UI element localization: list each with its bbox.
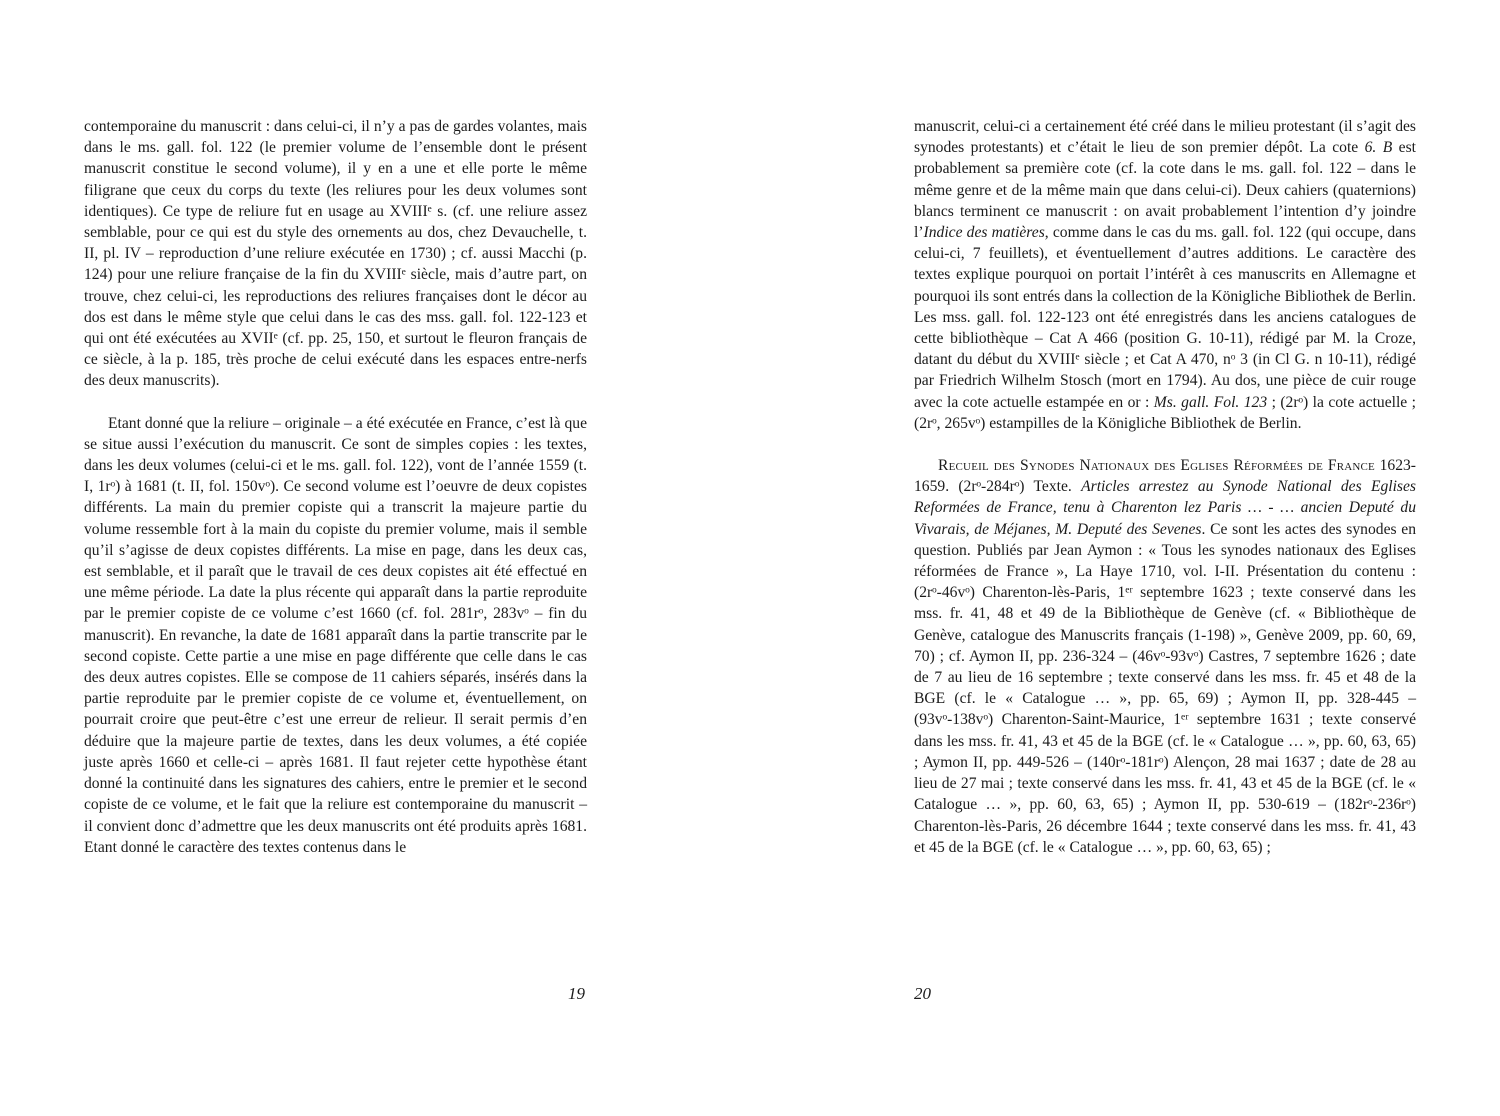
left-paragraph-1: contemporaine du manuscrit : dans celui-ci, il n’y a pas de gardes volantes, mais dans le ms. gall. fol. 122 (le premier volume de l’ensemble dont le présent manuscrit constitue le second volume), il y en a une et elle porte le même filigrane que ceux du corps du texte (les reliures pour les deux volumes sont identiques). Ce type de reliure fut en usage au XVIIIᵉ s. (cf. une reliure assez semblable, pour ce qui est du style des ornements au dos, chez Devauchelle, t. II, pl. IV – reproduction d’une reliure exécutée en 1730) ; cf. aussi Macchi (p. 124) pour une reliure française de la fin du XVIIIᵉ siècle, mais d’autre part, on trouve, chez celui-ci, les reproductions des reliures françaises dont le décor au dos est dans le même style que celui dans le cas des mss. gall. fol. 122-123 et qui ont été exécutées au XVIIᵉ (cf. pp. 25, 150, et surtout le fleuron français de ce siècle, à la p. 185, très proche de celui exécuté dans les espaces entre-nerfs des deux manuscrits).	[84, 118, 587, 390]
page-number-left: 19	[568, 984, 585, 1003]
right-p1-text-a: manuscrit, celui-ci a certainement été créé dans le milieu protestant (il s’agit des synodes protestants) et c’était le lieu de son premier dépôt. La cote	[914, 118, 1416, 157]
right-p1-text-c: est probablement sa première cote (cf. la cote dans le ms. gall. fol. 122 – dans le même genre et de la même main que dans celui-ci). Deux cahiers (quaternions) blancs terminent ce manuscrit : on avait probablement l’intention d’y joindre l’	[914, 139, 1416, 242]
right-p1-indice-title: Indice des matières	[923, 224, 1045, 242]
right-p1-shelfmark-current: Ms. gall. Fol. 123	[1153, 393, 1268, 411]
right-p2-text-c: . Ce sont les actes des synodes en question. Publiés par Jean Aymon : « Tous les synodes nationaux des Eglises réformées de France », La Haye 1710, vol. I-II. Présentation du contenu : (2rᵒ-46vᵒ) Charenton-lès-Paris, 1ᵉʳ septembre 1623 ; texte conservé dans les mss. fr. 41, 48 et 49 de la Bibliothèque de Genève (cf. « Bibliothèque de Genève, catalogue des Manuscrits français (1-198) », Genève 2009, pp. 60, 69, 70) ; cf. Aymon II, pp. 236-324 – (46vᵒ-93vᵒ) Castres, 7 septembre 1626 ; date de 7 au lieu de 16 septembre ; texte conservé dans les mss. fr. 45 et 48 de la BGE (cf. le « Catalogue … », pp. 65, 69) ; Aymon II, pp. 328-445 – (93vᵒ-138vᵒ) Charenton-Saint-Maurice, 1ᵉʳ septembre 1631 ; texte conservé dans les mss. fr. 41, 43 et 45 de la BGE (cf. le « Catalogue … », pp. 60, 63, 65) ; Aymon II, pp. 449-526 – (140rᵒ-181rᵒ) Alençon, 28 mai 1637 ; date de 28 au lieu de 27 mai ; texte conservé dans les mss. fr. 41, 43 et 45 de la BGE (cf. le « Catalogue … », pp. 60, 63, 65) ; Aymon II, pp. 530-619 – (182rᵒ-236rᵒ) Charenton-lès-Paris, 26 décembre 1644 ; texte conservé dans les mss. fr. 41, 43 et 45 de la BGE (cf. le « Catalogue … », pp. 60, 63, 65) ;	[914, 520, 1417, 856]
right-paragraph-1	[914, 116, 1416, 434]
right-page	[750, 0, 1500, 1116]
page-number-right: 20	[914, 984, 931, 1003]
right-p2-incipit-explicit: Articles arrestez au Synode National des Eglises Reformées de France, tenu à Charenton lez Paris … - … ancien Deputé du Vivarais, de Méjanes, M. Deputé des Sevenes	[914, 478, 1416, 538]
right-p1-text-g: ; (2rᵒ) la cote actuelle ; (2rᵒ, 265vᵒ) estampilles de la Königliche Bibliothek de Berlin.	[914, 393, 1416, 432]
right-p2-work-title: Recueil des Synodes Nationaux des Eglises Réformées de France	[938, 457, 1375, 475]
right-page-body	[914, 116, 1416, 858]
left-page-body	[84, 116, 587, 858]
right-paragraph-2	[914, 455, 1416, 858]
left-paragraph-2: Etant donné que la reliure – originale – a été exécutée en France, c’est là que se situe aussi l’exécution du manuscrit. Ce sont de simples copies : les textes, dans les deux volumes (celui-ci et le ms. gall. fol. 122), vont de l’année 1559 (t. I, 1rᵒ) à 1681 (t. II, fol. 150vᵒ). Ce second volume est l’oeuvre de deux copistes différents. La main du premier copiste qui a transcrit la majeure partie du volume ressemble fort à la main du copiste du premier volume, mais il semble qu’il s’agisse de deux copistes différents. La mise en page, dans les deux cas, est semblable, et il paraît que le travail de ces deux copistes ait été effectué en une même période. La date la plus récente qui apparaît dans la partie reproduite par le premier copiste de ce volume c’est 1660 (cf. fol. 281rᵒ, 283vᵒ – fin du manuscrit). En revanche, la date de 1681 apparaît dans la partie transcrite par le second copiste. Cette partie a une mise en page différente que celle dans le cas des deux autres copistes. Elle se compose de 11 cahiers séparés, insérés dans la partie reproduite par le premier copiste de ce volume et, éventuellement, on pourrait croire que peut-être c’est une erreur de relieur. Il serait permis d’en déduire que la majeure partie de textes, dans les deux volumes, a été copiée juste après 1660 et celle-ci – après 1681. Il faut rejeter cette hypothèse étant donné la continuité dans les signatures des cahiers, entre le premier et le second copiste de ce volume, et le fait que la reliure est contemporaine du manuscrit – il convient donc d’admettre que les deux manuscrits ont été produits après 1681. Etant donné le caractère des textes contenus dans le	[84, 414, 587, 856]
right-p2-text-a: 1623-1659. (2rᵒ-284rᵒ) Texte.	[914, 457, 1416, 496]
right-p1-text-e: , comme dans le cas du ms. gall. fol. 122 (qui occupe, dans celui-ci, 7 feuillets), et éventuellement d’autres additions. Le caractère des textes explique pourquoi on portait l’intérêt à ces manuscrits en Allemagne et pourquoi ils sont entrés dans la collection de la Königliche Bibliothek de Berlin. Les mss. gall. fol. 122-123 ont été enregistrés dans les anciens catalogues de cette bibliothèque – Cat A 466 (position G. 10-11), rédigé par M. la Croze, datant du début du XVIIIᵉ siècle ; et Cat A 470, nᵒ 3 (in Cl G. n 10-11), rédigé par Friedrich Wilhelm Stosch (mort en 1794). Au dos, une pièce de cuir rouge avec la cote actuelle estampée en or :	[914, 224, 1416, 411]
right-p1-shelfmark-old: 6. B	[1364, 139, 1393, 157]
